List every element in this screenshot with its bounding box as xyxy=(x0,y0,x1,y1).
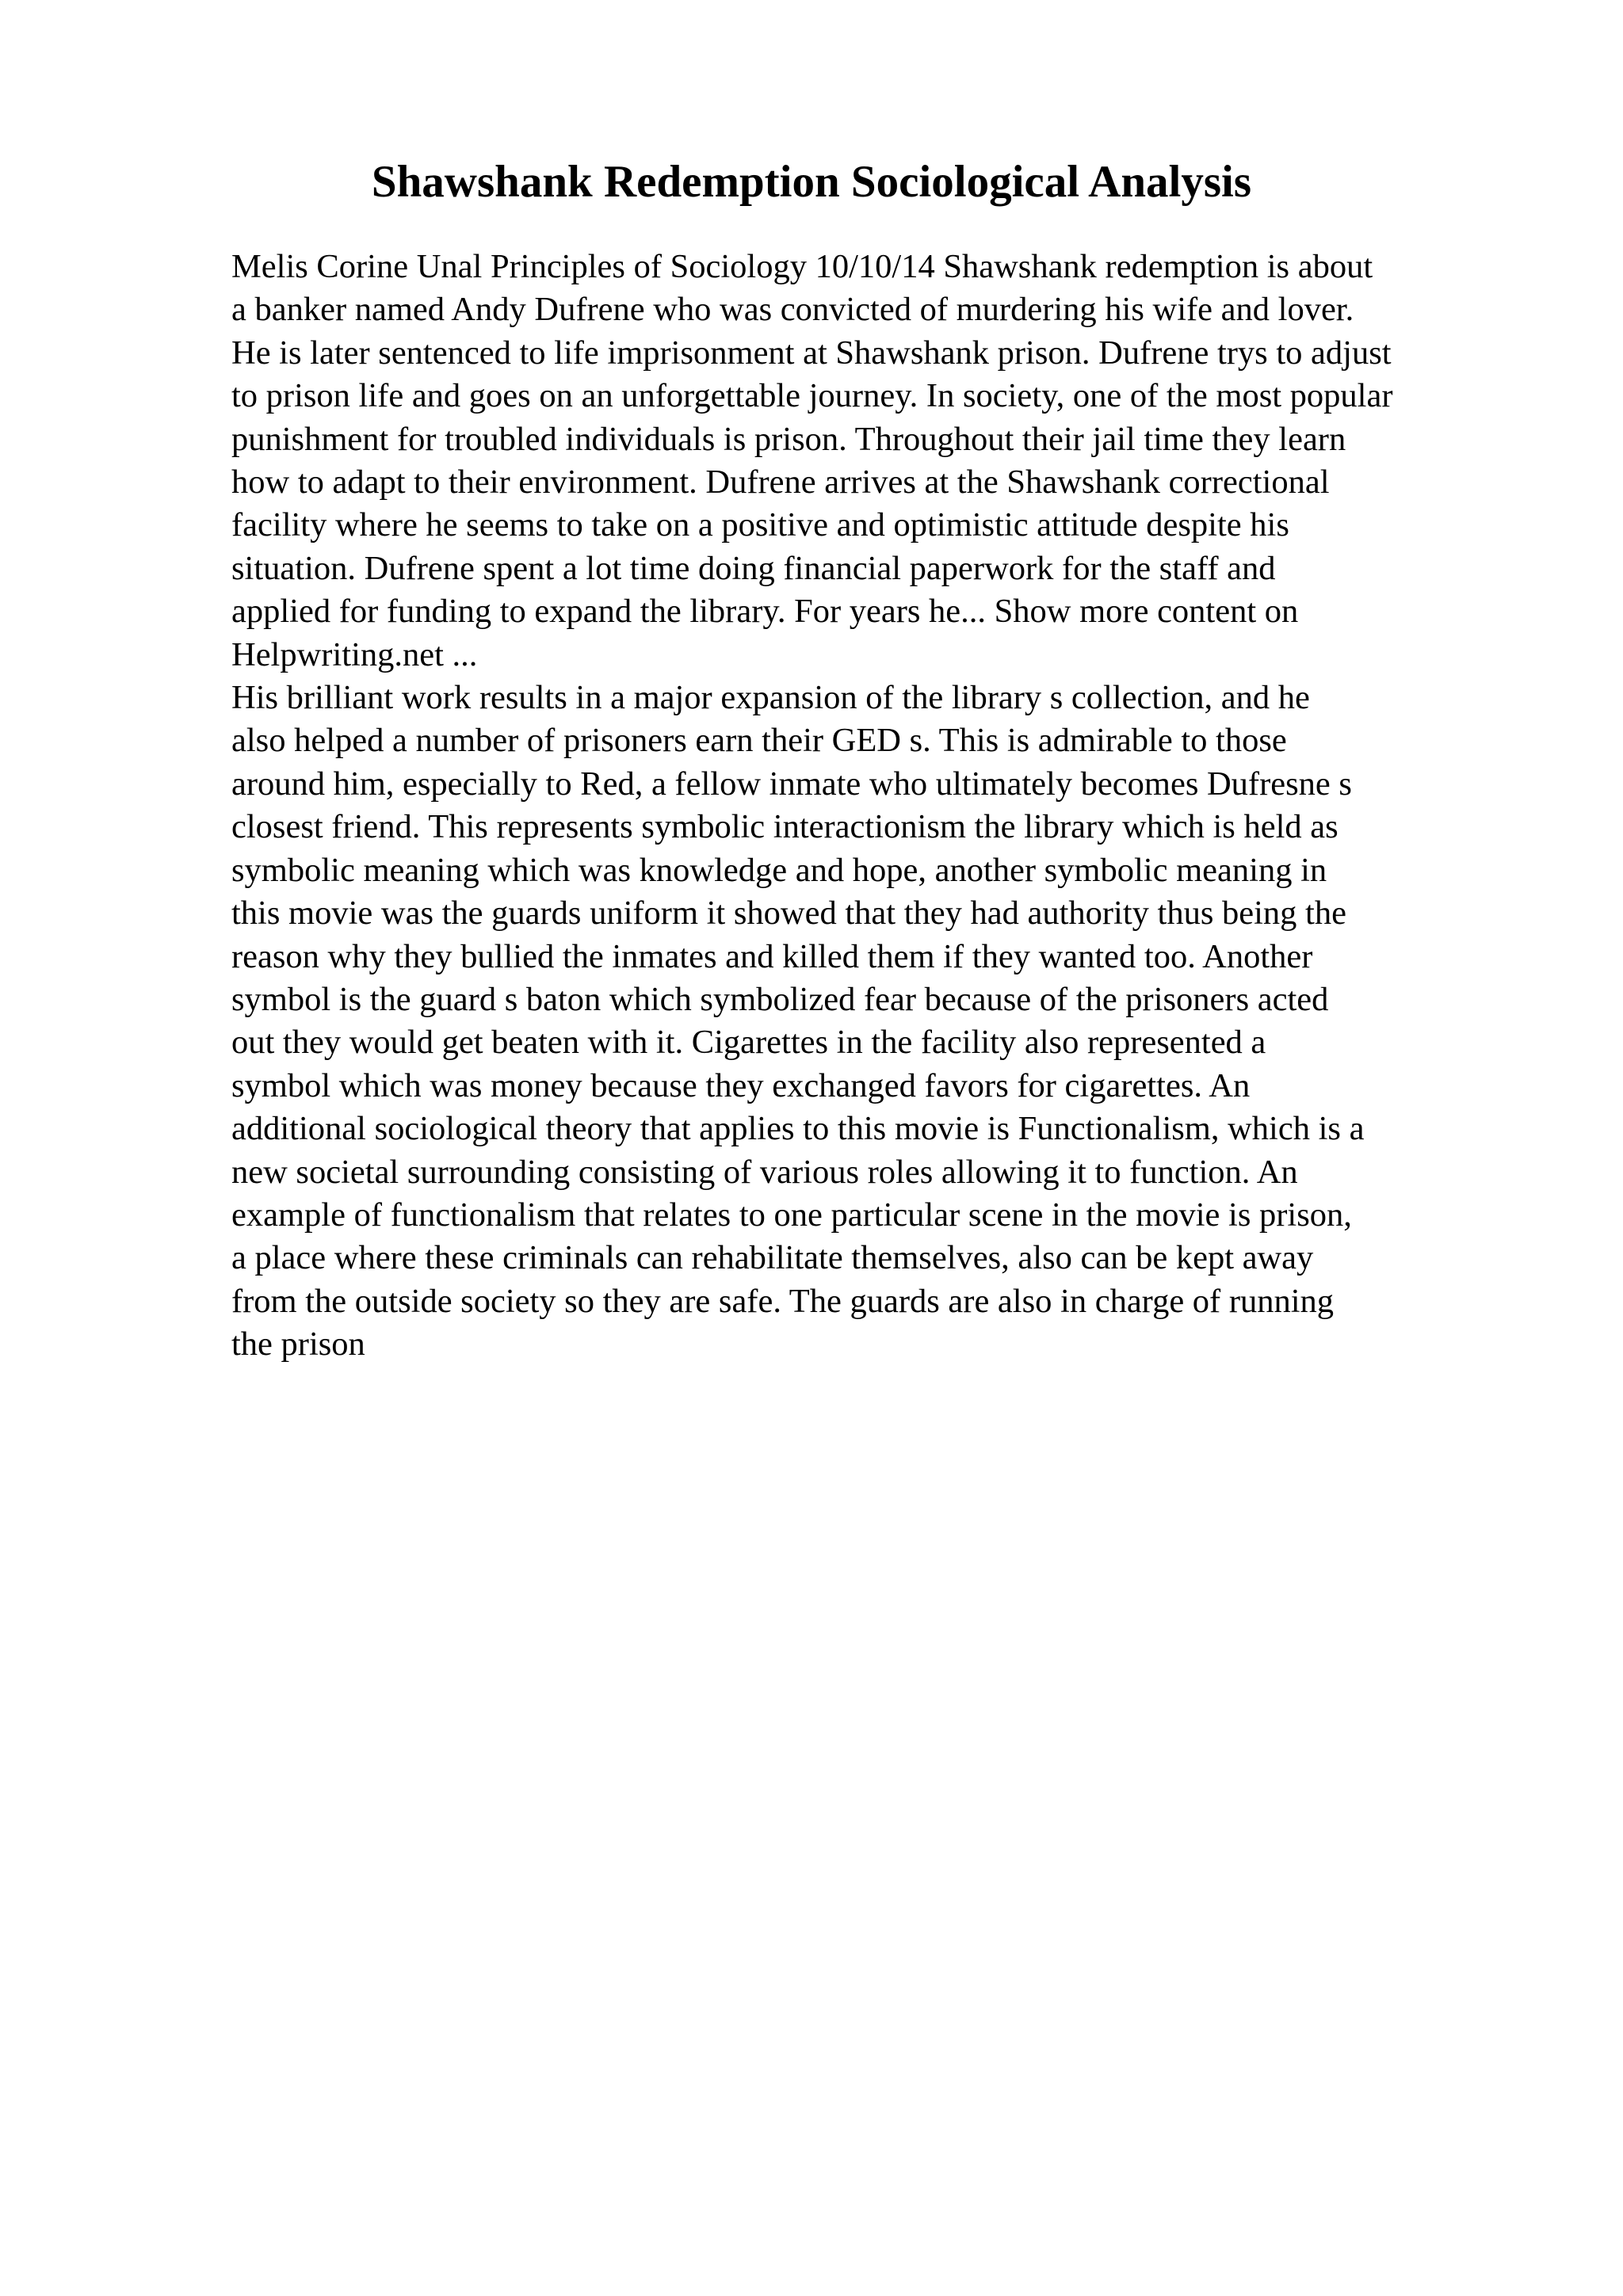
body-line: closest friend. This represents symbolic interactionism the library which is held as xyxy=(231,808,1338,846)
body-line: reason why they bullied the inmates and killed them if they wanted too. Another xyxy=(231,937,1313,975)
body-line: from the outside society so they are safe. The guards are also in charge of running xyxy=(231,1282,1335,1320)
body-line: situation. Dufrene spent a lot time doing financial paperwork for the staff and xyxy=(231,549,1276,587)
body-line: this movie was the guards uniform it showed that they had authority thus being the xyxy=(231,894,1346,933)
body-line: the prison xyxy=(231,1325,365,1363)
body-line: symbol is the guard s baton which symbolized fear because of the prisoners acted xyxy=(231,980,1329,1018)
body-line: out they would get beaten with it. Cigarettes in the facility also represented a xyxy=(231,1024,1266,1062)
body-line: new societal surrounding consisting of various roles allowing it to function. An xyxy=(231,1153,1298,1191)
body-line: symbol which was money because they exchanged favors for cigarettes. An xyxy=(231,1066,1251,1104)
body-line: symbolic meaning which was knowledge and hope, another symbolic meaning in xyxy=(231,851,1327,889)
body-line: how to adapt to their environment. Dufrene arrives at the Shawshank correctional xyxy=(231,463,1330,502)
body-line: applied for funding to expand the library. For years he... Show more content on xyxy=(231,593,1299,631)
body-line: Helpwriting.net ... xyxy=(231,635,478,673)
document-title: Shawshank Redemption Sociological Analysis xyxy=(371,157,1252,207)
body-line: punishment for troubled individuals is prison. Throughout their jail time they learn xyxy=(231,420,1346,458)
body-line: around him, especially to Red, a fellow inmate who ultimately becomes Dufresne s xyxy=(231,765,1352,803)
body-line: to prison life and goes on an unforgettable journey. In society, one of the most popular xyxy=(231,377,1393,415)
body-line: He is later sentenced to life imprisonment at Shawshank prison. Dufrene trys to adjust xyxy=(231,334,1392,372)
body-line: additional sociological theory that applies to this movie is Functionalism, which is a xyxy=(231,1110,1365,1148)
body-line: His brilliant work results in a major expansion of the library s collection, and he xyxy=(231,679,1310,717)
body-line: example of functionalism that relates to one particular scene in the movie is prison, xyxy=(231,1196,1352,1234)
document-body xyxy=(231,246,1531,1367)
body-line: a place where these criminals can rehabilitate themselves, also can be kept away xyxy=(231,1239,1314,1277)
body-line: Melis Corine Unal Principles of Sociology 10/10/14 Shawshank redemption is about xyxy=(231,248,1373,285)
body-line: facility where he seems to take on a positive and optimistic attitude despite his xyxy=(231,506,1289,544)
body-line: also helped a number of prisoners earn their GED s. This is admirable to those xyxy=(231,722,1287,760)
body-line: a banker named Andy Dufrene who was convicted of murdering his wife and lover. xyxy=(231,291,1354,329)
